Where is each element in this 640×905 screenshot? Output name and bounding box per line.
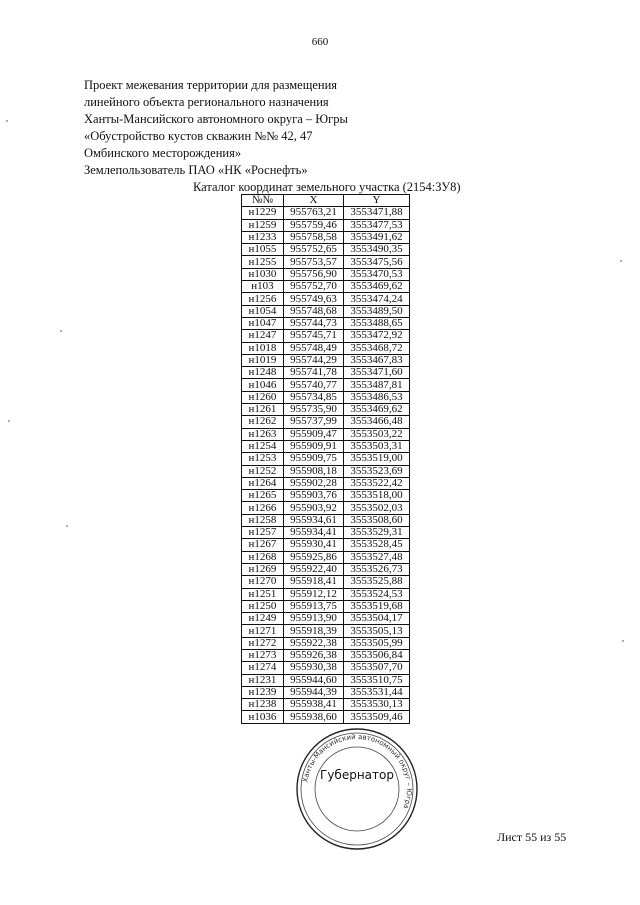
y-coordinate-cell: 3553470,53 <box>344 268 410 280</box>
y-coordinate-cell: 3553507,70 <box>344 662 410 674</box>
table-row <box>242 342 410 354</box>
x-coordinate-cell: 955735,90 <box>284 404 344 416</box>
point-number-cell: н1259 <box>242 219 284 231</box>
table-row <box>242 563 410 575</box>
table-row <box>242 330 410 342</box>
point-number-cell: н1036 <box>242 711 284 723</box>
point-number-cell: н1229 <box>242 207 284 219</box>
y-coordinate-cell: 3553467,83 <box>344 354 410 366</box>
table-row <box>242 219 410 231</box>
point-number-cell: н1054 <box>242 305 284 317</box>
x-coordinate-cell: 955934,41 <box>284 527 344 539</box>
x-coordinate-cell: 955744,29 <box>284 354 344 366</box>
point-number-cell: н1270 <box>242 576 284 588</box>
x-coordinate-cell: 955740,77 <box>284 379 344 391</box>
x-coordinate-cell: 955934,61 <box>284 514 344 526</box>
y-coordinate-cell: 3553502,03 <box>344 502 410 514</box>
point-number-cell: н1254 <box>242 440 284 452</box>
table-row <box>242 367 410 379</box>
table-row <box>242 379 410 391</box>
table-row <box>242 404 410 416</box>
y-coordinate-cell: 3553519,68 <box>344 600 410 612</box>
point-number-cell: н1030 <box>242 268 284 280</box>
y-coordinate-cell: 3553475,56 <box>344 256 410 268</box>
x-coordinate-cell: 955938,41 <box>284 699 344 711</box>
table-row <box>242 207 410 219</box>
y-coordinate-cell: 3553505,13 <box>344 625 410 637</box>
point-number-cell: н1262 <box>242 416 284 428</box>
y-coordinate-cell: 3553523,69 <box>344 465 410 477</box>
point-number-cell: н1233 <box>242 231 284 243</box>
point-number-cell: н1257 <box>242 527 284 539</box>
x-coordinate-cell: 955926,38 <box>284 649 344 661</box>
table-row <box>242 600 410 612</box>
header-line: Землепользователь ПАО «НК «Роснефть» <box>84 163 308 177</box>
point-number-cell: н1019 <box>242 354 284 366</box>
point-number-cell: н1273 <box>242 649 284 661</box>
x-coordinate-cell: 955763,21 <box>284 207 344 219</box>
point-number-cell: н1252 <box>242 465 284 477</box>
x-coordinate-cell: 955737,99 <box>284 416 344 428</box>
table-row <box>242 539 410 551</box>
x-coordinate-cell: 955913,75 <box>284 600 344 612</box>
governor-seal <box>293 725 421 853</box>
y-coordinate-cell: 3553471,88 <box>344 207 410 219</box>
table-row <box>242 699 410 711</box>
table-row <box>242 637 410 649</box>
x-coordinate-cell: 955909,91 <box>284 440 344 452</box>
y-coordinate-cell: 3553510,75 <box>344 674 410 686</box>
y-coordinate-cell: 3553522,42 <box>344 477 410 489</box>
x-coordinate-cell: 955759,46 <box>284 219 344 231</box>
header-line: Омбинского месторождения» <box>84 146 242 160</box>
x-coordinate-cell: 955744,73 <box>284 317 344 329</box>
point-number-cell: н1247 <box>242 330 284 342</box>
point-number-cell: н1260 <box>242 391 284 403</box>
y-coordinate-cell: 3553477,53 <box>344 219 410 231</box>
y-coordinate-cell: 3553508,60 <box>344 514 410 526</box>
y-coordinate-cell: 3553526,73 <box>344 563 410 575</box>
table-row <box>242 354 410 366</box>
header-line: «Обустройство кустов скважин №№ 42, 47 <box>84 129 313 143</box>
table-row <box>242 293 410 305</box>
x-coordinate-cell: 955938,60 <box>284 711 344 723</box>
table-row <box>242 711 410 723</box>
point-number-cell: н1261 <box>242 404 284 416</box>
y-coordinate-cell: 3553487,81 <box>344 379 410 391</box>
y-coordinate-cell: 3553469,62 <box>344 404 410 416</box>
point-number-cell: н1267 <box>242 539 284 551</box>
y-coordinate-cell: 3553528,45 <box>344 539 410 551</box>
point-number-cell: н103 <box>242 281 284 293</box>
y-coordinate-cell: 3553529,31 <box>344 527 410 539</box>
table-row <box>242 613 410 625</box>
table-row <box>242 674 410 686</box>
x-coordinate-cell: 955756,90 <box>284 268 344 280</box>
column-header-number: №№ <box>242 195 284 207</box>
table-row <box>242 305 410 317</box>
y-coordinate-cell: 3553506,84 <box>344 649 410 661</box>
point-number-cell: н1047 <box>242 317 284 329</box>
y-coordinate-cell: 3553518,00 <box>344 490 410 502</box>
header-line: Ханты-Мансийского автономного округа – Югры <box>84 112 348 126</box>
y-coordinate-cell: 3553468,72 <box>344 342 410 354</box>
table-row <box>242 428 410 440</box>
point-number-cell: н1263 <box>242 428 284 440</box>
y-coordinate-cell: 3553488,65 <box>344 317 410 329</box>
point-number-cell: н1256 <box>242 293 284 305</box>
y-coordinate-cell: 3553471,60 <box>344 367 410 379</box>
point-number-cell: н1265 <box>242 490 284 502</box>
y-coordinate-cell: 3553503,31 <box>344 440 410 452</box>
x-coordinate-cell: 955930,38 <box>284 662 344 674</box>
point-number-cell: н1264 <box>242 477 284 489</box>
seal-ring-text: Ханты-Мансийский автономный округ – Югра <box>301 732 414 810</box>
y-coordinate-cell: 3553490,35 <box>344 244 410 256</box>
x-coordinate-cell: 955745,71 <box>284 330 344 342</box>
table-row <box>242 477 410 489</box>
table-row <box>242 268 410 280</box>
table-row <box>242 231 410 243</box>
table-row <box>242 649 410 661</box>
seal-center-text: Губернатор <box>320 768 394 782</box>
point-number-cell: н1274 <box>242 662 284 674</box>
x-coordinate-cell: 955749,63 <box>284 293 344 305</box>
y-coordinate-cell: 3553509,46 <box>344 711 410 723</box>
point-number-cell: н1266 <box>242 502 284 514</box>
column-header-y: Y <box>344 195 410 207</box>
x-coordinate-cell: 955748,49 <box>284 342 344 354</box>
point-number-cell: н1239 <box>242 686 284 698</box>
table-row <box>242 281 410 293</box>
point-number-cell: н1271 <box>242 625 284 637</box>
x-coordinate-cell: 955902,28 <box>284 477 344 489</box>
point-number-cell: н1272 <box>242 637 284 649</box>
y-coordinate-cell: 3553524,53 <box>344 588 410 600</box>
x-coordinate-cell: 955918,39 <box>284 625 344 637</box>
column-header-x: X <box>284 195 344 207</box>
table-row <box>242 625 410 637</box>
y-coordinate-cell: 3553504,17 <box>344 613 410 625</box>
x-coordinate-cell: 955909,47 <box>284 428 344 440</box>
table-row <box>242 391 410 403</box>
table-row <box>242 662 410 674</box>
x-coordinate-cell: 955925,86 <box>284 551 344 563</box>
table-row <box>242 317 410 329</box>
x-coordinate-cell: 955912,12 <box>284 588 344 600</box>
table-row <box>242 551 410 563</box>
point-number-cell: н1231 <box>242 674 284 686</box>
table-row <box>242 244 410 256</box>
point-number-cell: н1250 <box>242 600 284 612</box>
point-number-cell: н1255 <box>242 256 284 268</box>
point-number-cell: н1238 <box>242 699 284 711</box>
header-line: линейного объекта регионального назначения <box>84 95 329 109</box>
y-coordinate-cell: 3553519,00 <box>344 453 410 465</box>
document-header <box>84 77 424 179</box>
table-row <box>242 453 410 465</box>
x-coordinate-cell: 955741,78 <box>284 367 344 379</box>
header-line: Проект межевания территории для размещения <box>84 78 338 92</box>
table-row <box>242 502 410 514</box>
y-coordinate-cell: 3553474,24 <box>344 293 410 305</box>
y-coordinate-cell: 3553469,62 <box>344 281 410 293</box>
table-row <box>242 256 410 268</box>
point-number-cell: н1018 <box>242 342 284 354</box>
table-row <box>242 576 410 588</box>
table-header-row <box>242 195 410 207</box>
y-coordinate-cell: 3553505,99 <box>344 637 410 649</box>
y-coordinate-cell: 3553530,13 <box>344 699 410 711</box>
table-row <box>242 465 410 477</box>
x-coordinate-cell: 955908,18 <box>284 465 344 477</box>
y-coordinate-cell: 3553491,62 <box>344 231 410 243</box>
table-row <box>242 490 410 502</box>
y-coordinate-cell: 3553503,22 <box>344 428 410 440</box>
x-coordinate-cell: 955944,39 <box>284 686 344 698</box>
table-row <box>242 588 410 600</box>
y-coordinate-cell: 3553466,48 <box>344 416 410 428</box>
table-row <box>242 440 410 452</box>
point-number-cell: н1055 <box>242 244 284 256</box>
x-coordinate-cell: 955748,68 <box>284 305 344 317</box>
y-coordinate-cell: 3553489,50 <box>344 305 410 317</box>
y-coordinate-cell: 3553527,48 <box>344 551 410 563</box>
point-number-cell: н1258 <box>242 514 284 526</box>
y-coordinate-cell: 3553531,44 <box>344 686 410 698</box>
y-coordinate-cell: 3553525,88 <box>344 576 410 588</box>
x-coordinate-cell: 955752,65 <box>284 244 344 256</box>
coordinates-table <box>241 194 410 724</box>
x-coordinate-cell: 955752,70 <box>284 281 344 293</box>
page-number: 660 <box>311 36 329 48</box>
point-number-cell: н1248 <box>242 367 284 379</box>
point-number-cell: н1268 <box>242 551 284 563</box>
x-coordinate-cell: 955913,90 <box>284 613 344 625</box>
x-coordinate-cell: 955903,76 <box>284 490 344 502</box>
sheet-number: Лист 55 из 55 <box>497 830 567 844</box>
x-coordinate-cell: 955909,75 <box>284 453 344 465</box>
x-coordinate-cell: 955944,60 <box>284 674 344 686</box>
table-row <box>242 686 410 698</box>
point-number-cell: н1269 <box>242 563 284 575</box>
x-coordinate-cell: 955903,92 <box>284 502 344 514</box>
point-number-cell: н1253 <box>242 453 284 465</box>
x-coordinate-cell: 955734,85 <box>284 391 344 403</box>
point-number-cell: н1249 <box>242 613 284 625</box>
y-coordinate-cell: 3553472,92 <box>344 330 410 342</box>
table-row <box>242 416 410 428</box>
x-coordinate-cell: 955922,40 <box>284 563 344 575</box>
catalog-title: Каталог координат земельного участка (2154:ЗУ8) <box>193 180 461 194</box>
table-row <box>242 514 410 526</box>
x-coordinate-cell: 955753,57 <box>284 256 344 268</box>
point-number-cell: н1046 <box>242 379 284 391</box>
x-coordinate-cell: 955922,38 <box>284 637 344 649</box>
table-row <box>242 527 410 539</box>
y-coordinate-cell: 3553486,53 <box>344 391 410 403</box>
x-coordinate-cell: 955930,41 <box>284 539 344 551</box>
point-number-cell: н1251 <box>242 588 284 600</box>
x-coordinate-cell: 955758,58 <box>284 231 344 243</box>
x-coordinate-cell: 955918,41 <box>284 576 344 588</box>
